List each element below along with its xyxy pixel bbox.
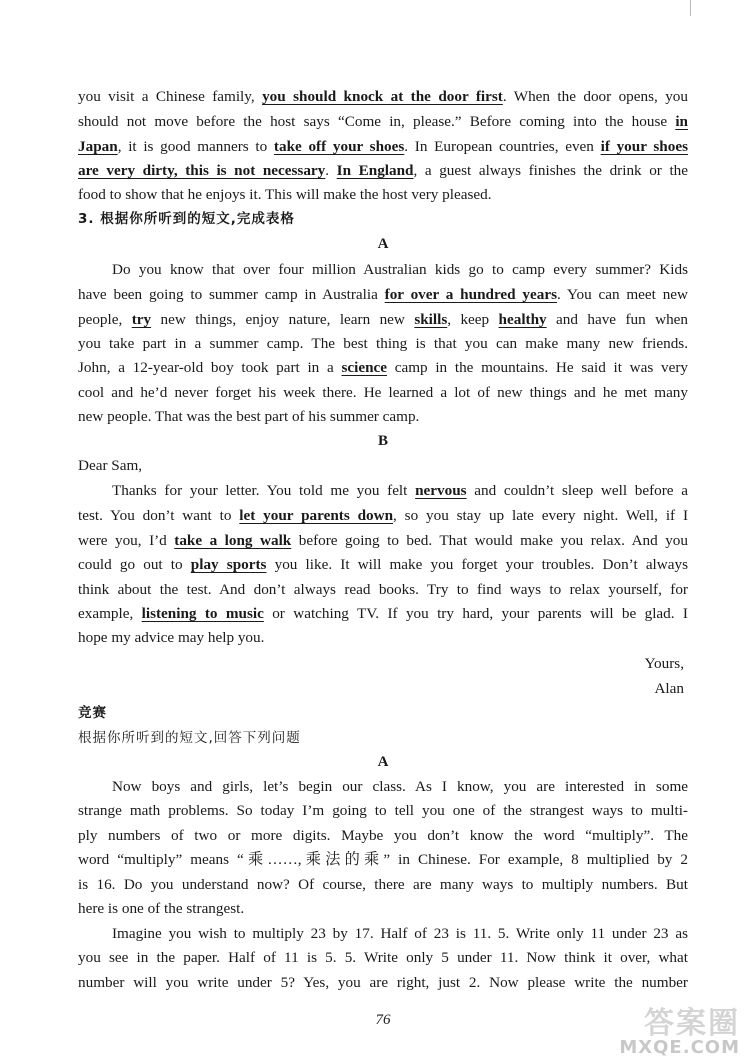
document-page bbox=[78, 0, 688, 1062]
watermark-logo-text: 答案圈 bbox=[644, 1006, 740, 1041]
text-line: think about the test. And don’t always read books. Try to find ways to relax yourself, for bbox=[78, 581, 688, 598]
answer-blank: in bbox=[675, 113, 688, 130]
answer-blank: if your shoes bbox=[600, 138, 688, 155]
text-line: here is one of the strangest. bbox=[78, 900, 245, 917]
text-line: John, a 12-year-old boy took part in a science camp in the mountains. He said it was very bbox=[78, 359, 688, 376]
passage-label: B bbox=[377, 433, 388, 449]
text-line: could go out to play sports you like. It will make you forget your troubles. Don’t always bbox=[78, 556, 688, 573]
answer-blank: skills bbox=[414, 311, 448, 328]
text-line: ply numbers of two or more digits. Maybe you don’t know the word “multiply”. The bbox=[78, 827, 688, 844]
answer-blank: are very dirty, this is not necessary bbox=[78, 162, 326, 179]
text-line: Now boys and girls, let’s begin our class. As I know, you are interested in some bbox=[112, 778, 688, 795]
text-line: test. You don’t want to let your parents down, so you stay up late every night. Well, if I bbox=[78, 507, 688, 524]
text-line: Thanks for your letter. You told me you felt nervous and couldn’t sleep well before a bbox=[112, 482, 688, 499]
passage-label: A bbox=[377, 236, 389, 252]
text-line: people, try new things, enjoy nature, learn new skills, keep healthy and have fun when bbox=[78, 311, 689, 328]
text-line: have been going to summer camp in Australia for over a hundred years. You can meet new bbox=[78, 286, 688, 303]
text-line: Do you know that over four million Australian kids go to camp every summer? Kids bbox=[112, 261, 688, 278]
answer-blank: take a long walk bbox=[174, 532, 292, 549]
text-line: number will you write under 5? Yes, you are right, just 2. Now please write the number bbox=[78, 974, 688, 991]
text-line: cool and he’d never forget his week there. He learned a lot of new things and he met many bbox=[78, 384, 688, 401]
text-line: are very dirty, this is not necessary. In England, a guest always finishes the drink or the bbox=[78, 162, 689, 179]
answer-blank: for over a hundred years bbox=[384, 286, 558, 303]
answer-blank: take off your shoes bbox=[273, 138, 405, 155]
section-heading: 竞赛 bbox=[78, 705, 107, 721]
text-line: you see in the paper. Half of 11 is 5. 5. Write only 5 under 11. Now think it over, what bbox=[78, 949, 688, 966]
page-edge-mark bbox=[690, 0, 705, 16]
answer-blank: healthy bbox=[498, 311, 547, 328]
answer-blank: nervous bbox=[415, 482, 467, 499]
text-line: Japan, it is good manners to take off your shoes. In European countries, even if your shoes bbox=[78, 138, 688, 155]
passage-label: A bbox=[377, 754, 389, 770]
answer-blank: In England bbox=[336, 162, 414, 179]
answer-blank: Japan bbox=[78, 138, 118, 155]
text-line: should not move before the host says “Come in, please.” Before coming into the house in bbox=[78, 113, 688, 130]
letter-closing: Yours, bbox=[644, 655, 684, 672]
text-line: were you, I’d take a long walk before going to bed. That would make you relax. And you bbox=[78, 532, 688, 549]
letter-signature: Alan bbox=[654, 680, 684, 697]
text-line: you visit a Chinese family, you should knock at the door first. When the door opens, you bbox=[78, 88, 688, 105]
watermark-url: MXQE.COM bbox=[619, 1037, 740, 1058]
text-line: example, listening to music or watching TV. If you try hard, your parents will be glad. I bbox=[78, 605, 688, 622]
section-heading: 3. 根据你所听到的短文,完成表格 bbox=[78, 211, 295, 227]
answer-blank: play sports bbox=[190, 556, 267, 573]
text-line: is 16. Do you understand now? Of course, there are many ways to multiply numbers. But bbox=[78, 876, 688, 893]
text-line: food to show that he enjoys it. This will make the host very pleased. bbox=[78, 186, 492, 203]
text-line: you take part in a summer camp. The best thing is that you can make many new friends. bbox=[78, 335, 688, 352]
text-line: word “multiply” means “乘……,乘法的乘” in Chinese. For example, 8 multiplied by 2 bbox=[78, 851, 688, 868]
answer-blank: let your parents down bbox=[239, 507, 394, 524]
answer-blank: try bbox=[131, 311, 152, 328]
answer-blank: you should knock at the door first bbox=[262, 88, 503, 105]
page-number: 76 bbox=[375, 1012, 391, 1028]
text-line: Imagine you wish to multiply 23 by 17. Half of 23 is 11. 5. Write only 11 under 23 as bbox=[112, 925, 688, 942]
answer-blank: listening to music bbox=[141, 605, 264, 622]
answer-blank: science bbox=[341, 359, 387, 376]
letter-salutation: Dear Sam, bbox=[78, 457, 143, 474]
text-line: hope my advice may help you. bbox=[78, 629, 265, 646]
text-line: new people. That was the best part of his summer camp. bbox=[78, 408, 420, 425]
text-line: strange math problems. So today I’m going to tell you one of the strangest ways to multi- bbox=[78, 802, 688, 819]
section-instruction: 根据你所听到的短文,回答下列问题 bbox=[78, 730, 301, 746]
site-watermark bbox=[594, 998, 744, 1058]
